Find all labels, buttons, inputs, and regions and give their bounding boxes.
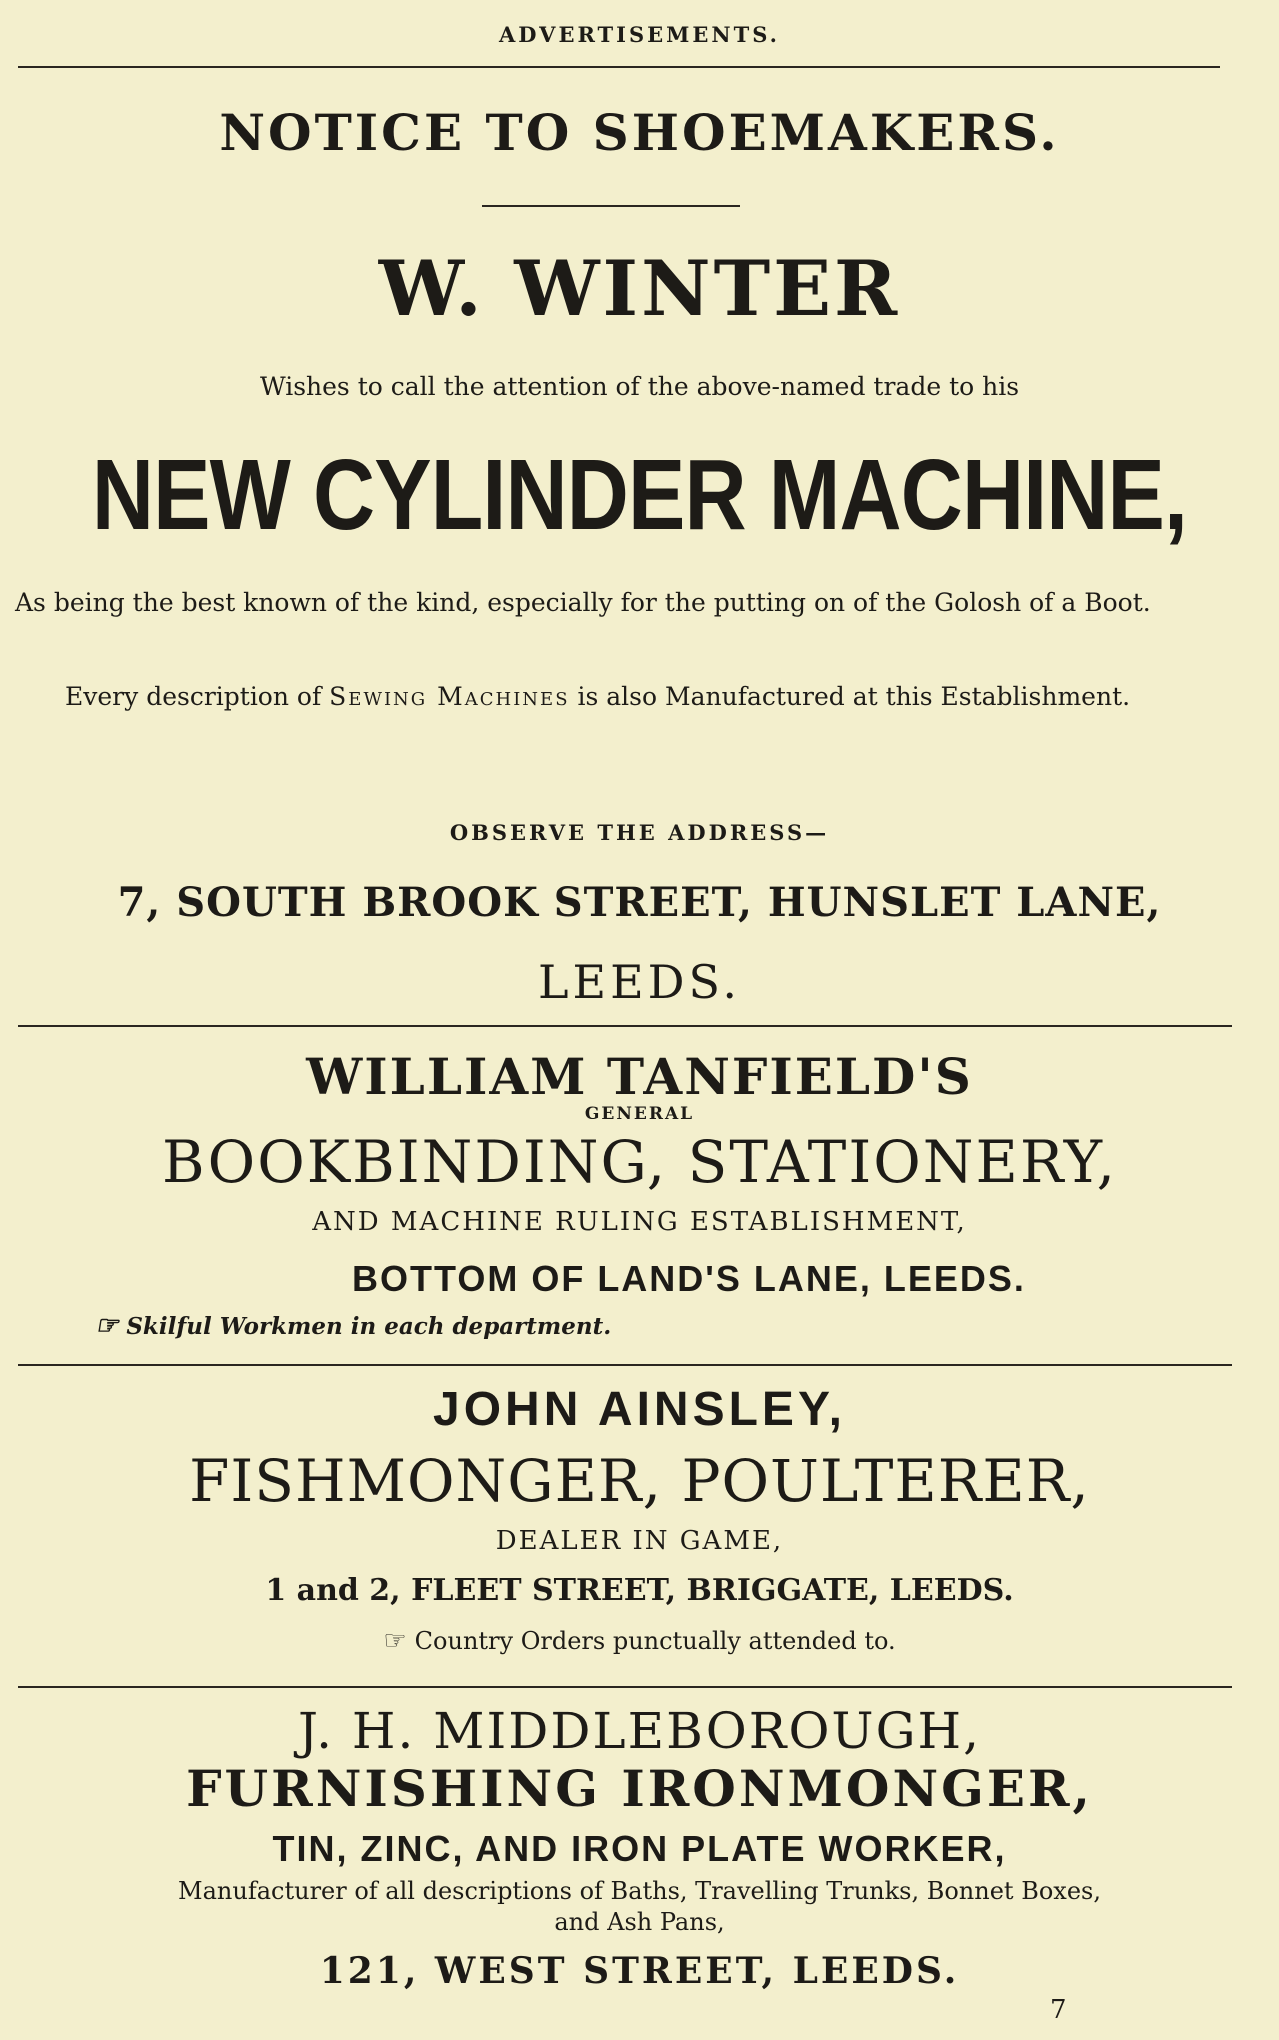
ainsley-address: 1 and 2, FLEET STREET, BRIGGATE, LEEDS. [265,1573,1014,1608]
product-headline: NEW CYLINDER MACHINE, [91,439,1188,551]
winter-name: W. WINTER [378,244,901,333]
header-rule [18,66,1220,68]
tanfield-general: GENERAL [584,1104,695,1124]
middleborough-desc-2: and Ash Pans, [554,1908,725,1936]
observe-label: OBSERVE THE ADDRESS— [449,820,830,845]
short-divider [482,205,740,207]
winter-paragraph-2: Every description of Sewing Machines is also Manufactured at this Establishment. [65,682,1131,711]
divider-1 [18,1025,1232,1027]
divider-3 [18,1686,1232,1688]
pointing-hand-icon: ☞ [383,1626,407,1656]
ainsley-name: JOHN AINSLEY, [433,1383,846,1436]
middleborough-trade: FURNISHING IRONMONGER, [186,1759,1093,1818]
tanfield-subtrade: AND MACHINE RULING ESTABLISHMENT, [312,1207,967,1237]
tanfield-name: WILLIAM TANFIELD'S [306,1047,973,1106]
middleborough-worker: TIN, ZINC, AND IRON PLATE WORKER, [272,1828,1007,1869]
pointing-hand-icon: ☞ [95,1311,119,1341]
ainsley-trade: FISHMONGER, POULTERER, [189,1447,1090,1515]
ainsley-note: ☞ Country Orders punctually attended to. [383,1626,896,1656]
page-number: 7 [1050,1995,1067,2025]
page-header: ADVERTISEMENTS. [499,22,780,47]
middleborough-desc: Manufacturer of all descriptions of Baths, Travelling Trunks, Bonnet Boxes, [178,1877,1101,1905]
winter-intro: Wishes to call the attention of the above-named trade to his [259,372,1020,401]
winter-city: LEEDS. [537,955,742,1009]
winter-paragraph-1: As being the best known of the kind, especially for the putting on of the Golosh of a Boot. [15,588,1151,617]
tanfield-note: ☞ Skilful Workmen in each department. [95,1311,612,1341]
middleborough-name: J. H. MIDDLEBOROUGH, [297,1702,982,1760]
divider-2 [18,1364,1232,1366]
notice-heading: NOTICE TO SHOEMAKERS. [219,103,1060,162]
ainsley-dealer: DEALER IN GAME, [495,1526,784,1556]
tanfield-trade: BOOKBINDING, STATIONERY, [161,1128,1118,1196]
winter-address: 7, SOUTH BROOK STREET, HUNSLET LANE, [117,879,1162,926]
middleborough-address: 121, WEST STREET, LEEDS. [319,1950,960,1992]
tanfield-address: BOTTOM OF LAND'S LANE, LEEDS. [352,1258,1026,1299]
